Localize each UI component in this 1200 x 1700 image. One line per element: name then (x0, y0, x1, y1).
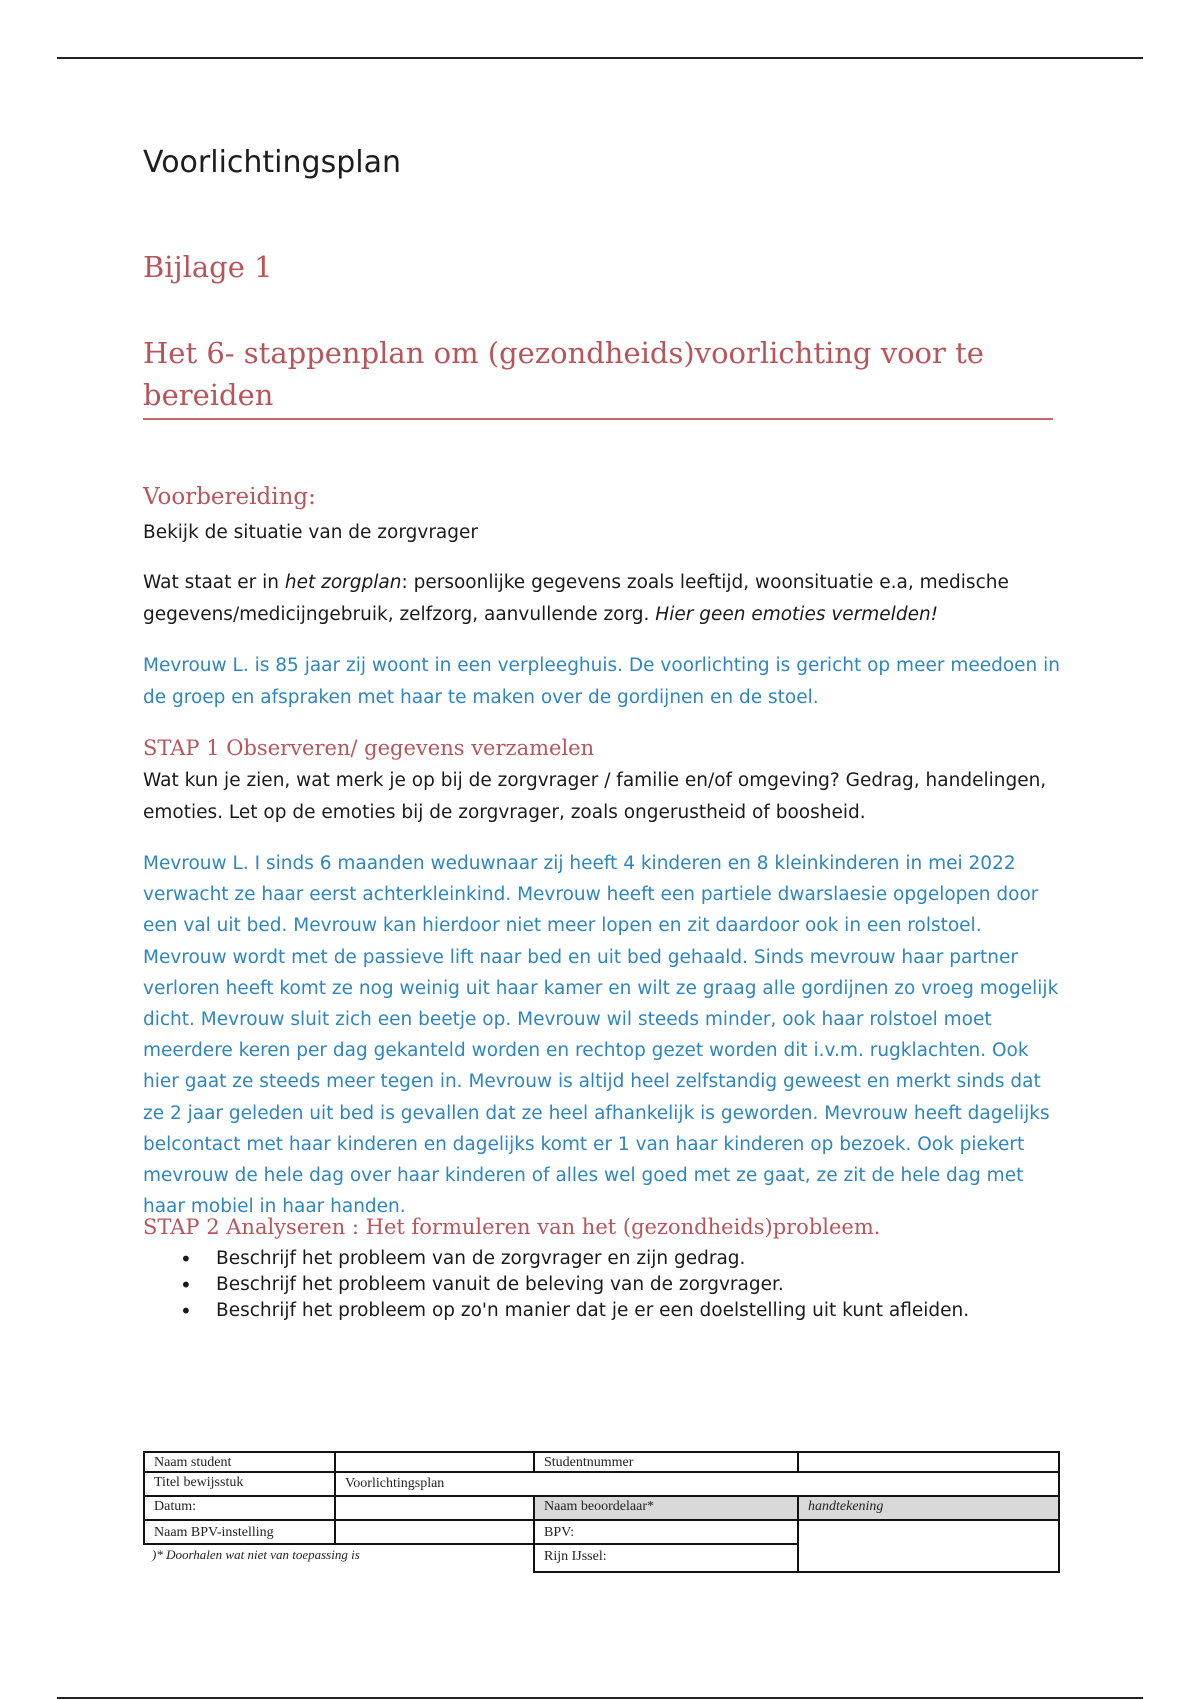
datum-field[interactable] (334, 1495, 535, 1521)
instruction-emphasis: Hier geen emoties vermelden! (655, 603, 939, 625)
naam-student-field[interactable] (334, 1451, 535, 1473)
form-footnote: )* Doorhalen wat niet van toepassing is (152, 1547, 360, 1562)
instruction-prefix: Wat staat er in (143, 572, 285, 593)
document-title: Voorlichtingsplan (143, 145, 401, 180)
list-item: • Beschrijf het probleem van de zorgvrager en zijn gedrag. (172, 1246, 969, 1272)
titel-bewijsstuk-label: Titel bewijsstuk (143, 1471, 336, 1497)
instruction-mid: : persoonlijke gegevens zoals leeftijd, woonsituatie e.a, medische gegevens/medicijngebruik, zelfzorg, aanvullende zorg. (143, 572, 1009, 625)
bottom-rule (57, 1697, 1143, 1699)
bpv-instelling-field[interactable] (334, 1519, 535, 1545)
main-heading: Het 6- stappenplan om (gezondheids)voorlichting voor te bereiden (143, 332, 1053, 420)
bpv-label: BPV: (533, 1519, 799, 1545)
preparation-instruction (143, 567, 1063, 630)
preparation-heading: Voorbereiding: (143, 484, 316, 510)
instruction-italic: het zorgplan (284, 572, 402, 593)
studentnummer-label: Studentnummer (533, 1451, 799, 1473)
list-item: • Beschrijf het probleem op zo'n manier dat je er een doelstelling uit kunt afleiden. (172, 1298, 969, 1324)
top-rule (57, 57, 1143, 59)
signature-area[interactable] (797, 1519, 1060, 1573)
list-item: • Beschrijf het probleem vanuit de beleving van de zorgvrager. (172, 1272, 969, 1298)
naam-beoordelaar-label: Naam beoordelaar* (533, 1495, 799, 1521)
step1-heading: STAP 1 Observeren/ gegevens verzamelen (143, 736, 595, 760)
appendix-label: Bijlage 1 (143, 250, 273, 284)
preparation-subheading: Bekijk de situatie van de zorgvrager (143, 522, 478, 543)
naam-student-label: Naam student (143, 1451, 336, 1473)
studentnummer-field[interactable] (797, 1451, 1060, 1473)
rijn-ijssel-label: Rijn IJssel: (533, 1543, 799, 1573)
preparation-answer: Mevrouw L. is 85 jaar zij woont in een verpleeghuis. De voorlichting is gericht op meer meedoen in de groep en afspraken met haar te maken over de gordijnen en de stoel. (143, 655, 1061, 708)
datum-label: Datum: (143, 1495, 336, 1521)
step1-answer: Mevrouw L. I sinds 6 maanden weduwnaar zij heeft 4 kinderen en 8 kleinkinderen in mei 2022 verwacht ze haar eerst achterkleinkind. Mevrouw heeft een partiele dwarslaesie opgelopen door een val uit bed. Mevrouw kan hierdoor niet meer lopen en zit daardoor ook in een rolstoel. Mevrouw wordt met de passieve lift naar bed en uit bed gehaald. Sinds mevrouw haar partner verloren heeft komt ze nog weinig uit haar kamer en wilt ze graag alle gordijnen zo vroeg mogelijk dicht. Mevrouw sluit zich een beetje op. Mevrouw wil steeds minder, ook haar rolstoel moet meerdere keren per dag gekanteld worden en rechtop gezet worden dit i.v.m. rugklachten. Ook hier gaat ze steeds meer tegen in. Mevrouw is altijd heel zelfstandig geweest en merkt sinds dat ze 2 jaar geleden uit bed is gevallen dat ze heel afhankelijk is geworden. Mevrouw heeft dagelijks belcontact met haar kinderen en dagelijks komt er 1 van haar kinderen op bezoek. Ook piekert mevrouw de hele dag over haar kinderen of alles wel goed met ze gaat, ze zit de hele dag met haar mobiel in haar handen. (143, 853, 1059, 1218)
bpv-instelling-label: Naam BPV-instelling (143, 1519, 336, 1545)
step2-bullet-list (172, 1246, 969, 1324)
step2-heading: STAP 2 Analyseren : Het formuleren van het (gezondheids)probleem. (143, 1215, 881, 1239)
assessment-form (143, 1451, 1060, 1575)
handtekening-label: handtekening (797, 1495, 1060, 1521)
titel-bewijsstuk-field[interactable]: Voorlichtingsplan (334, 1471, 1060, 1497)
step1-instruction: Wat kun je zien, wat merk je op bij de zorgvrager / familie en/of omgeving? Gedrag, handelingen, emoties. Let op de emoties bij de zorgvrager, zoals ongerustheid of boosheid. (143, 770, 1047, 823)
